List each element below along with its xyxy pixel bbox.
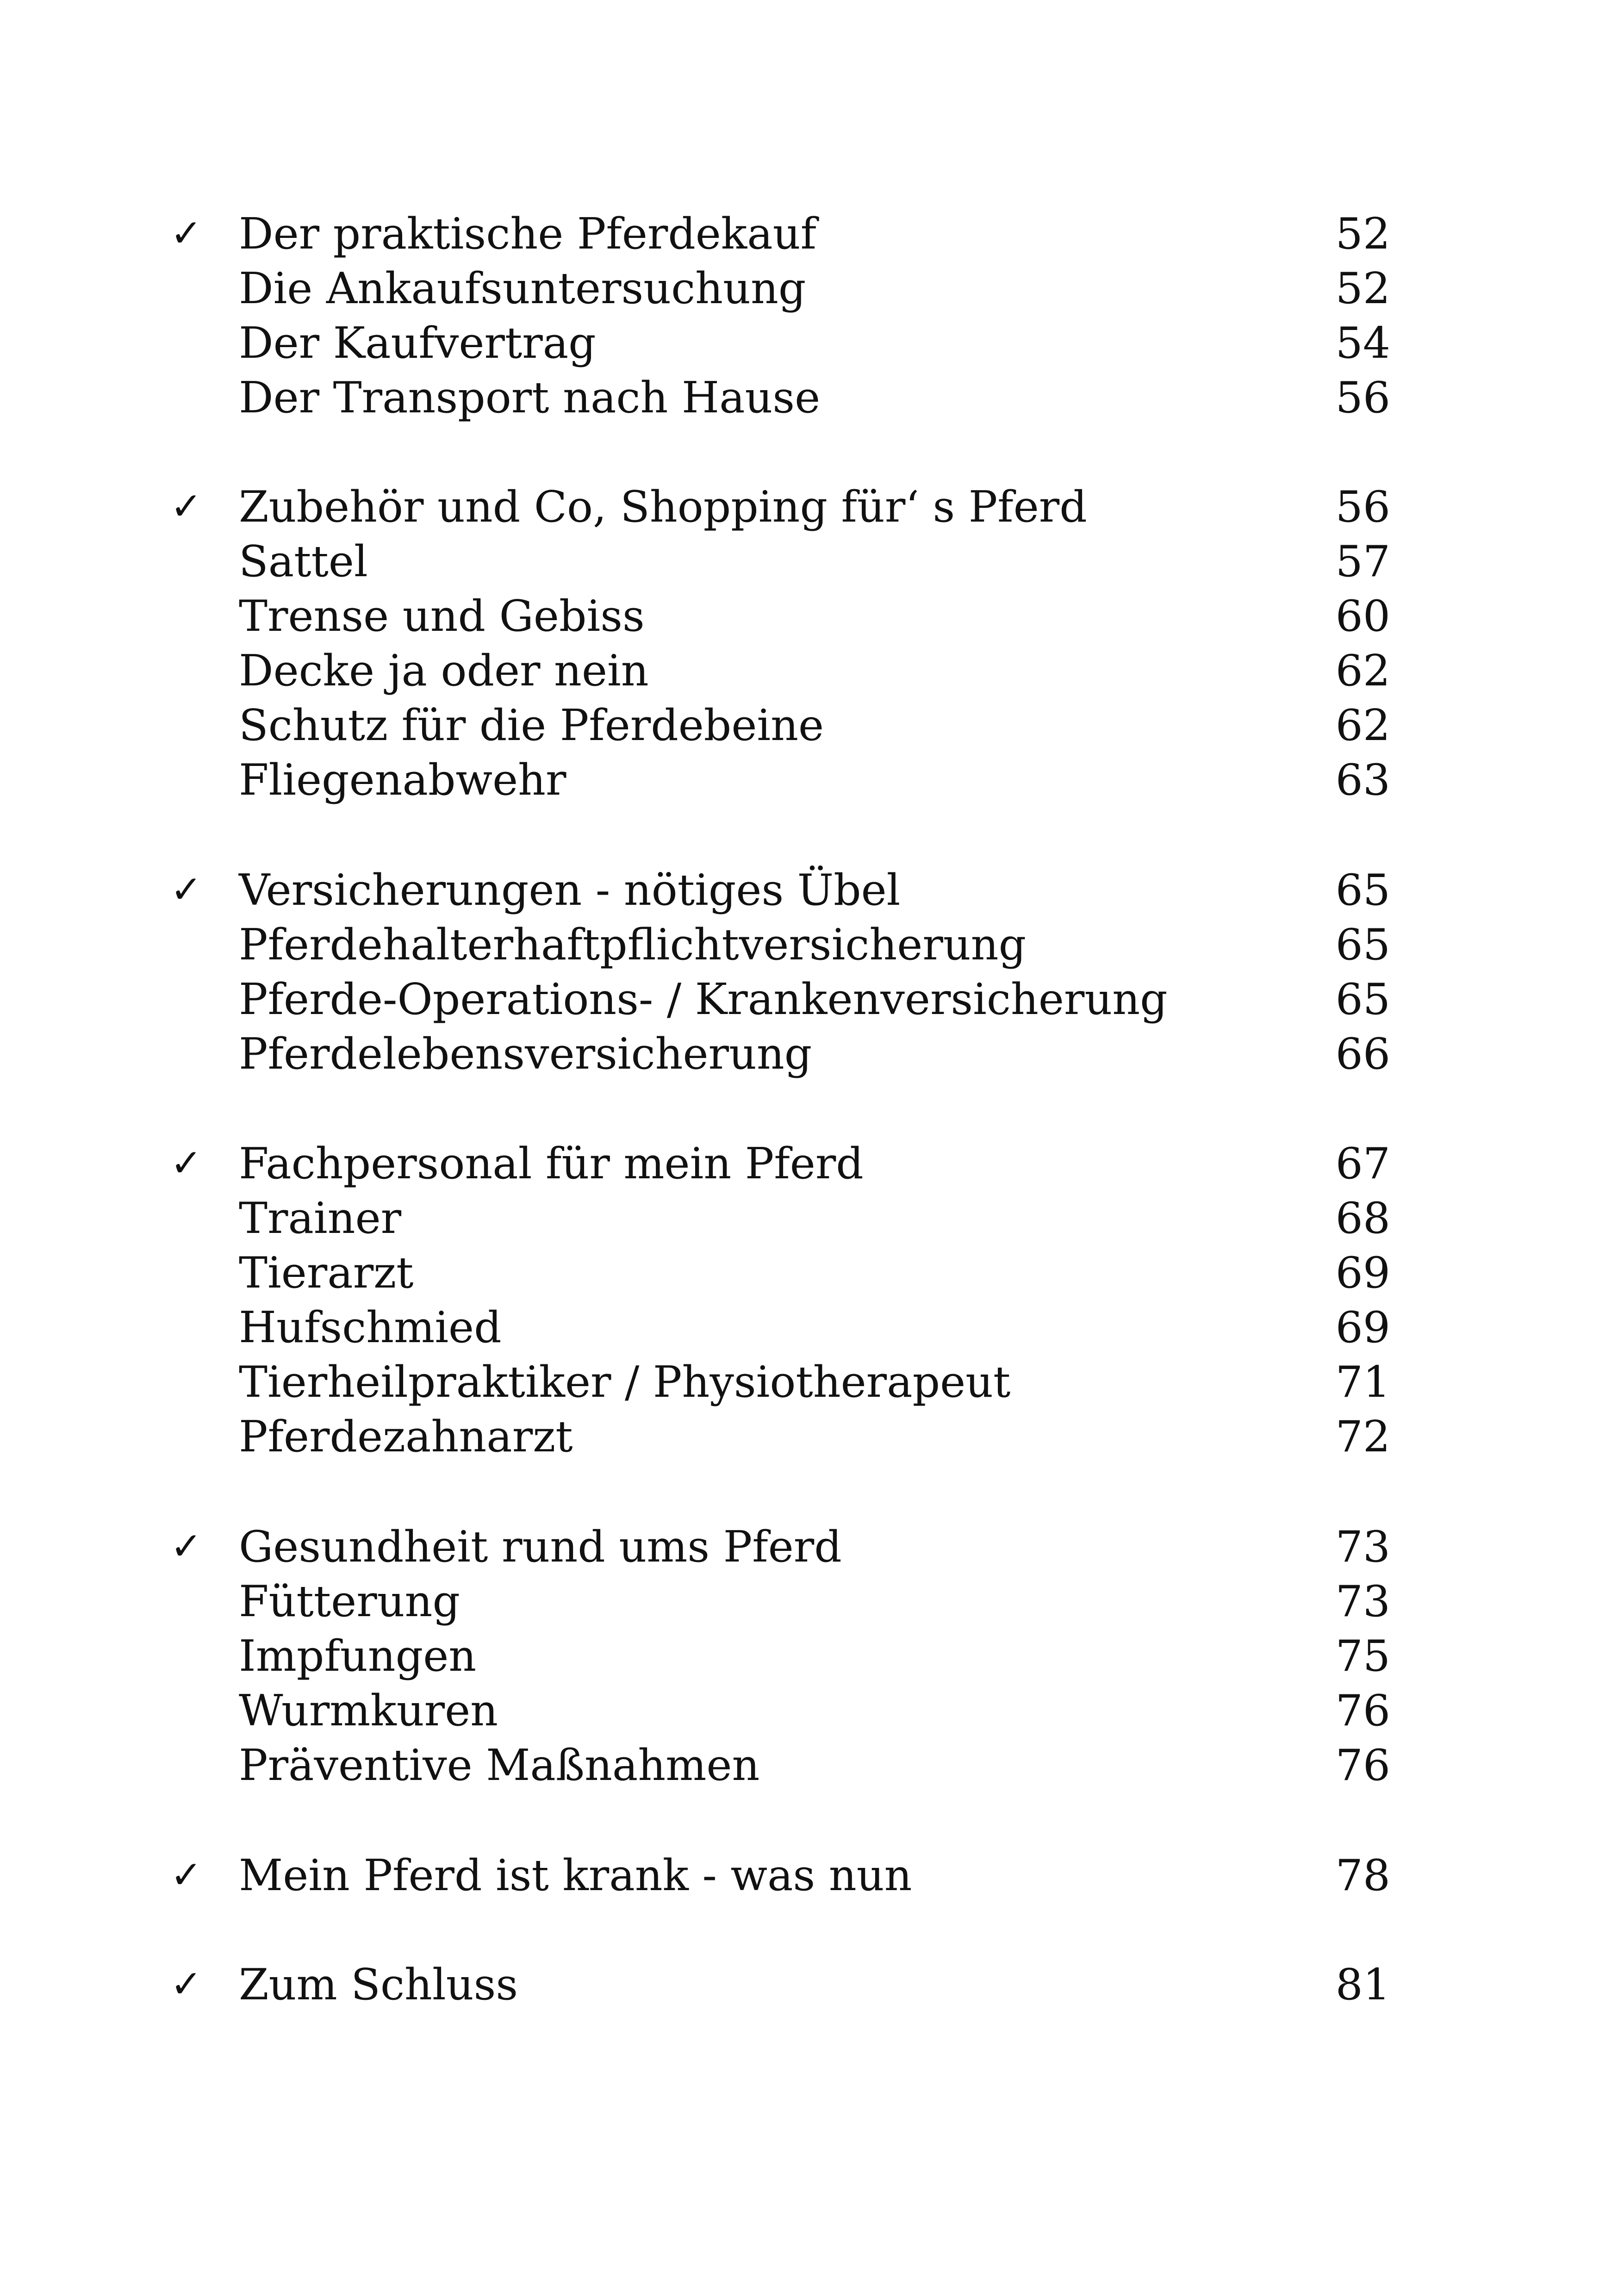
toc-page-number: 73 xyxy=(1335,1522,1390,1572)
toc-page-number: 56 xyxy=(1335,482,1390,532)
toc-page-number: 69 xyxy=(1335,1248,1390,1298)
toc-section xyxy=(0,206,1618,425)
toc-page-number: 66 xyxy=(1335,1029,1390,1079)
toc-entry-title: Hufschmied xyxy=(239,1302,502,1352)
toc-entry-title: Präventive Maßnahmen xyxy=(239,1740,760,1790)
toc-entry[interactable] xyxy=(0,972,1618,1027)
toc-entry[interactable] xyxy=(0,1683,1618,1738)
toc-page-number: 75 xyxy=(1335,1631,1390,1681)
toc-entry-title: Der Kaufvertrag xyxy=(239,318,596,368)
checkmark-icon: ✓ xyxy=(170,1524,202,1568)
toc-section-heading[interactable] xyxy=(0,1957,1618,2012)
toc-page-number: 54 xyxy=(1335,318,1390,368)
toc-page-number: 63 xyxy=(1335,755,1390,805)
toc-section-heading[interactable] xyxy=(0,1519,1618,1574)
checkmark-icon: ✓ xyxy=(170,868,202,912)
toc-entry[interactable] xyxy=(0,316,1618,370)
toc-entry-title: Tierheilpraktiker / Physiotherapeut xyxy=(239,1357,1011,1407)
toc-page-number: 52 xyxy=(1335,209,1390,259)
toc-section xyxy=(0,863,1618,1081)
toc-page-number: 69 xyxy=(1335,1302,1390,1352)
toc-page-number: 68 xyxy=(1335,1193,1390,1243)
toc-page-number: 65 xyxy=(1335,920,1390,970)
toc-entry-title: Sattel xyxy=(239,536,368,586)
toc-entry[interactable] xyxy=(0,1191,1618,1245)
toc-section-heading[interactable] xyxy=(0,479,1618,534)
toc-page-number: 81 xyxy=(1335,1960,1390,2010)
toc-entry-title: Pferdelebensversicherung xyxy=(239,1029,812,1079)
toc-section-heading[interactable] xyxy=(0,863,1618,917)
toc-entry[interactable] xyxy=(0,1629,1618,1683)
toc-entry-title: Wurmkuren xyxy=(239,1686,498,1736)
toc-entry[interactable] xyxy=(0,698,1618,753)
toc-entry-title: Fütterung xyxy=(239,1576,460,1626)
toc-entry-title: Die Ankaufsuntersuchung xyxy=(239,263,806,313)
toc-entry[interactable] xyxy=(0,1300,1618,1355)
toc-entry-title: Der Transport nach Hause xyxy=(239,373,821,423)
toc-page-number: 67 xyxy=(1335,1139,1390,1188)
toc-entry[interactable] xyxy=(0,1355,1618,1409)
checkmark-icon: ✓ xyxy=(170,212,202,255)
toc-page-number: 78 xyxy=(1335,1850,1390,1900)
toc-entry-title: Fliegenabwehr xyxy=(239,755,566,805)
toc-page-number: 56 xyxy=(1335,373,1390,423)
toc-entry[interactable] xyxy=(0,917,1618,972)
toc-section xyxy=(0,1848,1618,1903)
toc-page-number: 57 xyxy=(1335,536,1390,586)
toc-entry-title: Trainer xyxy=(239,1193,402,1243)
toc-section-heading[interactable] xyxy=(0,206,1618,261)
toc-entry-title: Impfungen xyxy=(239,1631,477,1681)
toc-entry[interactable] xyxy=(0,1574,1618,1629)
checkmark-icon: ✓ xyxy=(170,485,202,529)
toc-page-number: 76 xyxy=(1335,1686,1390,1736)
toc-entry[interactable] xyxy=(0,643,1618,698)
toc-entry[interactable] xyxy=(0,589,1618,643)
toc-entry-title: Schutz für die Pferdebeine xyxy=(239,700,824,750)
toc-entry[interactable] xyxy=(0,534,1618,589)
toc-section xyxy=(0,1957,1618,2012)
toc-entry[interactable] xyxy=(0,1738,1618,1792)
toc-entry[interactable] xyxy=(0,261,1618,316)
toc-section xyxy=(0,1519,1618,1792)
toc-section-heading[interactable] xyxy=(0,1136,1618,1191)
toc-section-title: Fachpersonal für mein Pferd xyxy=(239,1139,864,1188)
toc-page-number: 60 xyxy=(1335,591,1390,641)
checkmark-icon: ✓ xyxy=(170,1962,202,2006)
toc-entry-title: Tierarzt xyxy=(239,1248,414,1298)
checkmark-icon: ✓ xyxy=(170,1853,202,1897)
toc-page-number: 52 xyxy=(1335,263,1390,313)
toc-section-title: Zum Schluss xyxy=(239,1960,518,2010)
toc-entry[interactable] xyxy=(0,1027,1618,1081)
toc-section-title: Gesundheit rund ums Pferd xyxy=(239,1522,842,1572)
toc-page-number: 76 xyxy=(1335,1740,1390,1790)
toc-entry[interactable] xyxy=(0,370,1618,425)
toc-section-title: Mein Pferd ist krank - was nun xyxy=(239,1850,912,1900)
toc-entry-title: Pferdezahnarzt xyxy=(239,1412,573,1462)
toc-entry-title: Decke ja oder nein xyxy=(239,646,649,696)
toc-page-number: 62 xyxy=(1335,700,1390,750)
toc-entry[interactable] xyxy=(0,753,1618,807)
toc-section-heading[interactable] xyxy=(0,1848,1618,1903)
toc-page-number: 65 xyxy=(1335,974,1390,1024)
toc-entry-title: Pferdehalterhaftpflichtversicherung xyxy=(239,920,1027,970)
toc-page-number: 62 xyxy=(1335,646,1390,696)
toc-section-title: Zubehör und Co, Shopping für‘ s Pferd xyxy=(239,482,1087,532)
toc-entry-title: Trense und Gebiss xyxy=(239,591,645,641)
toc-page-number: 71 xyxy=(1335,1357,1390,1407)
toc-section xyxy=(0,479,1618,807)
toc-page-number: 72 xyxy=(1335,1412,1390,1462)
toc-entry-title: Pferde-Operations- / Krankenversicherung xyxy=(239,974,1168,1024)
toc-entry[interactable] xyxy=(0,1245,1618,1300)
toc-section-title: Versicherungen - nötiges Übel xyxy=(239,865,901,915)
toc-section xyxy=(0,1136,1618,1464)
toc-section-title: Der praktische Pferdekauf xyxy=(239,209,817,259)
toc-page-number: 65 xyxy=(1335,865,1390,915)
toc-page-number: 73 xyxy=(1335,1576,1390,1626)
checkmark-icon: ✓ xyxy=(170,1141,202,1185)
toc-entry[interactable] xyxy=(0,1409,1618,1464)
